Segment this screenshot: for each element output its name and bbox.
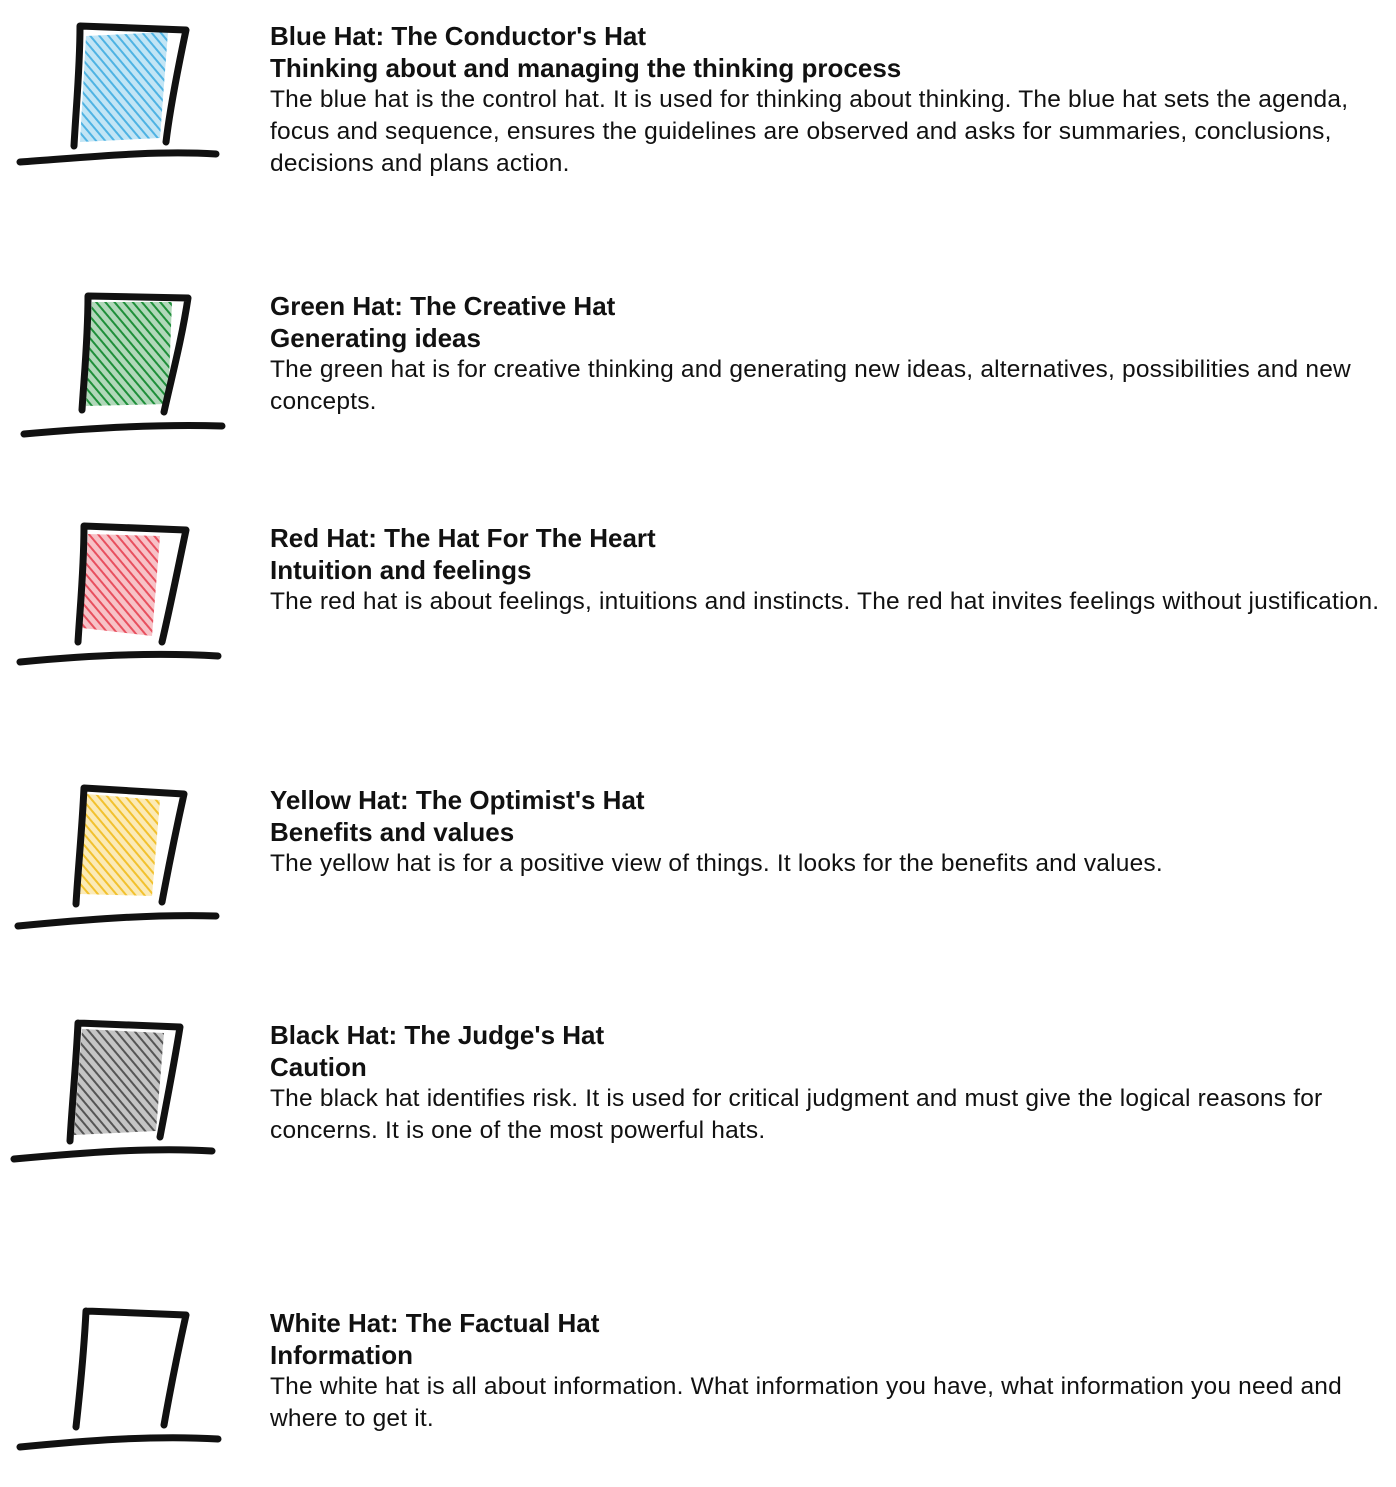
hat-subtitle: Intuition and feelings <box>270 555 532 585</box>
hat-subtitle: Thinking about and managing the thinking process <box>270 53 902 83</box>
hat-subtitle: Information <box>270 1340 413 1370</box>
hat-description: The red hat is about feelings, intuitions and instincts. The red hat invites feelings without justification. <box>270 588 1380 615</box>
hat-title: Blue Hat: The Conductor's Hat <box>270 21 646 51</box>
hat-row-blue <box>0 0 1396 200</box>
hat-subtitle: Generating ideas <box>270 323 481 353</box>
hat-row-green <box>0 270 1396 470</box>
hat-subtitle: Caution <box>270 1052 367 1082</box>
blue-hat-icon <box>10 18 230 198</box>
hat-row-white <box>0 1287 1396 1487</box>
hat-row-red <box>0 502 1396 702</box>
white-hat-icon <box>10 1301 230 1481</box>
hat-description: The black hat identifies risk. It is used for critical judgment and must give the logical reasons for concerns. It is one of the most powerful hats. <box>270 1085 1323 1144</box>
hat-title: Yellow Hat: The Optimist's Hat <box>270 785 645 815</box>
green-hat-icon <box>10 288 230 468</box>
hat-description: The blue hat is the control hat. It is used for thinking about thinking. The blue hat sets the agenda, focus and sequence, ensures the guidelines are observed and asks for summaries, conclusions, decisions and plans action. <box>270 86 1349 177</box>
hat-title: Green Hat: The Creative Hat <box>270 291 616 321</box>
hat-title: Black Hat: The Judge's Hat <box>270 1020 605 1050</box>
black-hat-icon <box>10 1015 230 1195</box>
hat-description: The green hat is for creative thinking and generating new ideas, alternatives, possibilities and new concepts. <box>270 356 1351 415</box>
hat-row-black <box>0 999 1396 1199</box>
hat-description: The white hat is all about information. What information you have, what information you need and where to get it. <box>270 1373 1342 1432</box>
red-hat-icon <box>10 518 230 698</box>
hat-row-yellow <box>0 764 1396 964</box>
hat-description: The yellow hat is for a positive view of things. It looks for the benefits and values. <box>270 850 1163 877</box>
hat-title: Red Hat: The Hat For The Heart <box>270 523 656 553</box>
hat-title: White Hat: The Factual Hat <box>270 1308 600 1338</box>
hat-subtitle: Benefits and values <box>270 817 515 847</box>
yellow-hat-icon <box>10 780 230 960</box>
